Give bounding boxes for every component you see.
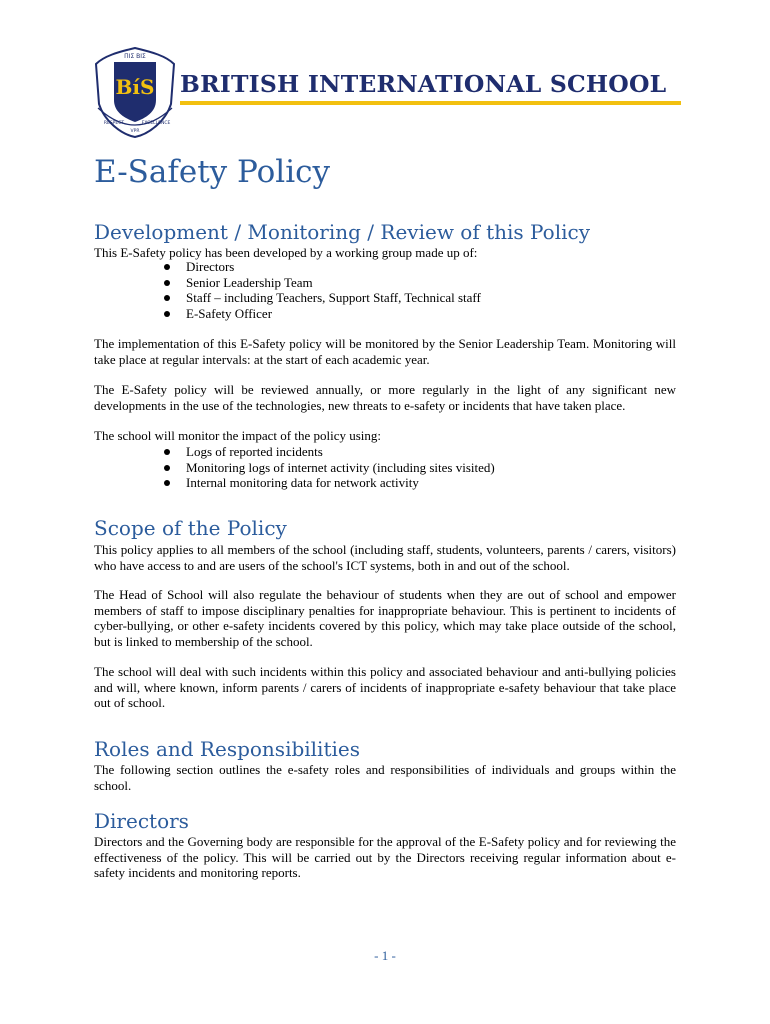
- page-header: [92, 44, 682, 140]
- school-name: BRITISH INTERNATIONAL SCHOOL: [180, 70, 667, 98]
- working-group-list: [164, 259, 481, 321]
- bullet-icon: [164, 480, 170, 486]
- bullet-icon: [164, 311, 170, 317]
- scope-paragraph-3: The school will deal with such incidents within this policy and associated behaviour and anti-bullying policies and will, where known, inform parents / carers of incidents of inappropriate e-safety behaviour that take place out of school.: [94, 664, 676, 710]
- development-intro: This E-Safety policy has been developed by a working group made up of:: [94, 245, 478, 260]
- school-crest-logo: [92, 44, 178, 140]
- roles-paragraph: The following section outlines the e-safety roles and responsibilities of individuals and groups within the school.: [94, 762, 676, 793]
- list-item: E-Safety Officer: [164, 306, 481, 322]
- review-paragraph: The E-Safety policy will be reviewed annually, or more regularly in the light of any significant new developments in the use of the technologies, new threats to e-safety or incidents that have taken place.: [94, 382, 676, 413]
- logo-ribbon-right: EXCELLENCE: [141, 121, 171, 126]
- list-item: Senior Leadership Team: [164, 275, 481, 291]
- logo-letters: BíS: [115, 75, 155, 99]
- section-heading-development: Development / Monitoring / Review of this Policy: [94, 220, 591, 244]
- implementation-paragraph: The implementation of this E-Safety policy will be monitored by the Senior Leadership Team. Monitoring will take place at regular intervals: at the start of each academic year.: [94, 336, 676, 367]
- page-number: - 1 -: [374, 948, 396, 963]
- section-heading-scope: Scope of the Policy: [94, 516, 287, 540]
- bullet-icon: [164, 449, 170, 455]
- monitor-impact-paragraph: The school will monitor the impact of the policy using:: [94, 428, 382, 443]
- list-item: Logs of reported incidents: [164, 444, 495, 460]
- page-title: E-Safety Policy: [94, 154, 331, 190]
- list-item: Internal monitoring data for network activity: [164, 475, 495, 491]
- bullet-icon: [164, 295, 170, 301]
- bullet-icon: [164, 264, 170, 270]
- scope-paragraph-2: The Head of School will also regulate the behaviour of students when they are out of school and empower members of staff to impose disciplinary penalties for inappropriate behaviour. This is pertinent to incidents of cyber-bullying, or other e-safety incidents covered by this policy, which may take place outside of the school, but is linked to membership of the school.: [94, 587, 676, 649]
- section-heading-roles: Roles and Responsibilities: [94, 737, 360, 761]
- list-item: Staff – including Teachers, Support Staff, Technical staff: [164, 290, 481, 306]
- header-gold-rule: [180, 101, 681, 105]
- logo-ribbon-left: RESPECT: [103, 121, 125, 126]
- bullet-icon: [164, 465, 170, 471]
- section-heading-directors: Directors: [94, 809, 189, 833]
- list-item: Monitoring logs of internet activity (including sites visited): [164, 460, 495, 476]
- directors-paragraph: Directors and the Governing body are responsible for the approval of the E-Safety policy and for reviewing the effectiveness of the policy. This will be carried out by the Directors receiving regular information about e-safety incidents and monitoring reports.: [94, 834, 676, 880]
- bullet-icon: [164, 280, 170, 286]
- logo-top-text: ΠΙΣ ΒΙΣ: [124, 53, 146, 60]
- scope-paragraph-1: This policy applies to all members of the school (including staff, students, volunteers, parents / carers, visitors) who have access to and are users of the school's ICT systems, both in and out of the school.: [94, 542, 676, 573]
- list-item: Directors: [164, 259, 481, 275]
- monitoring-list: [164, 444, 495, 491]
- logo-ribbon-center: VPR: [130, 129, 140, 134]
